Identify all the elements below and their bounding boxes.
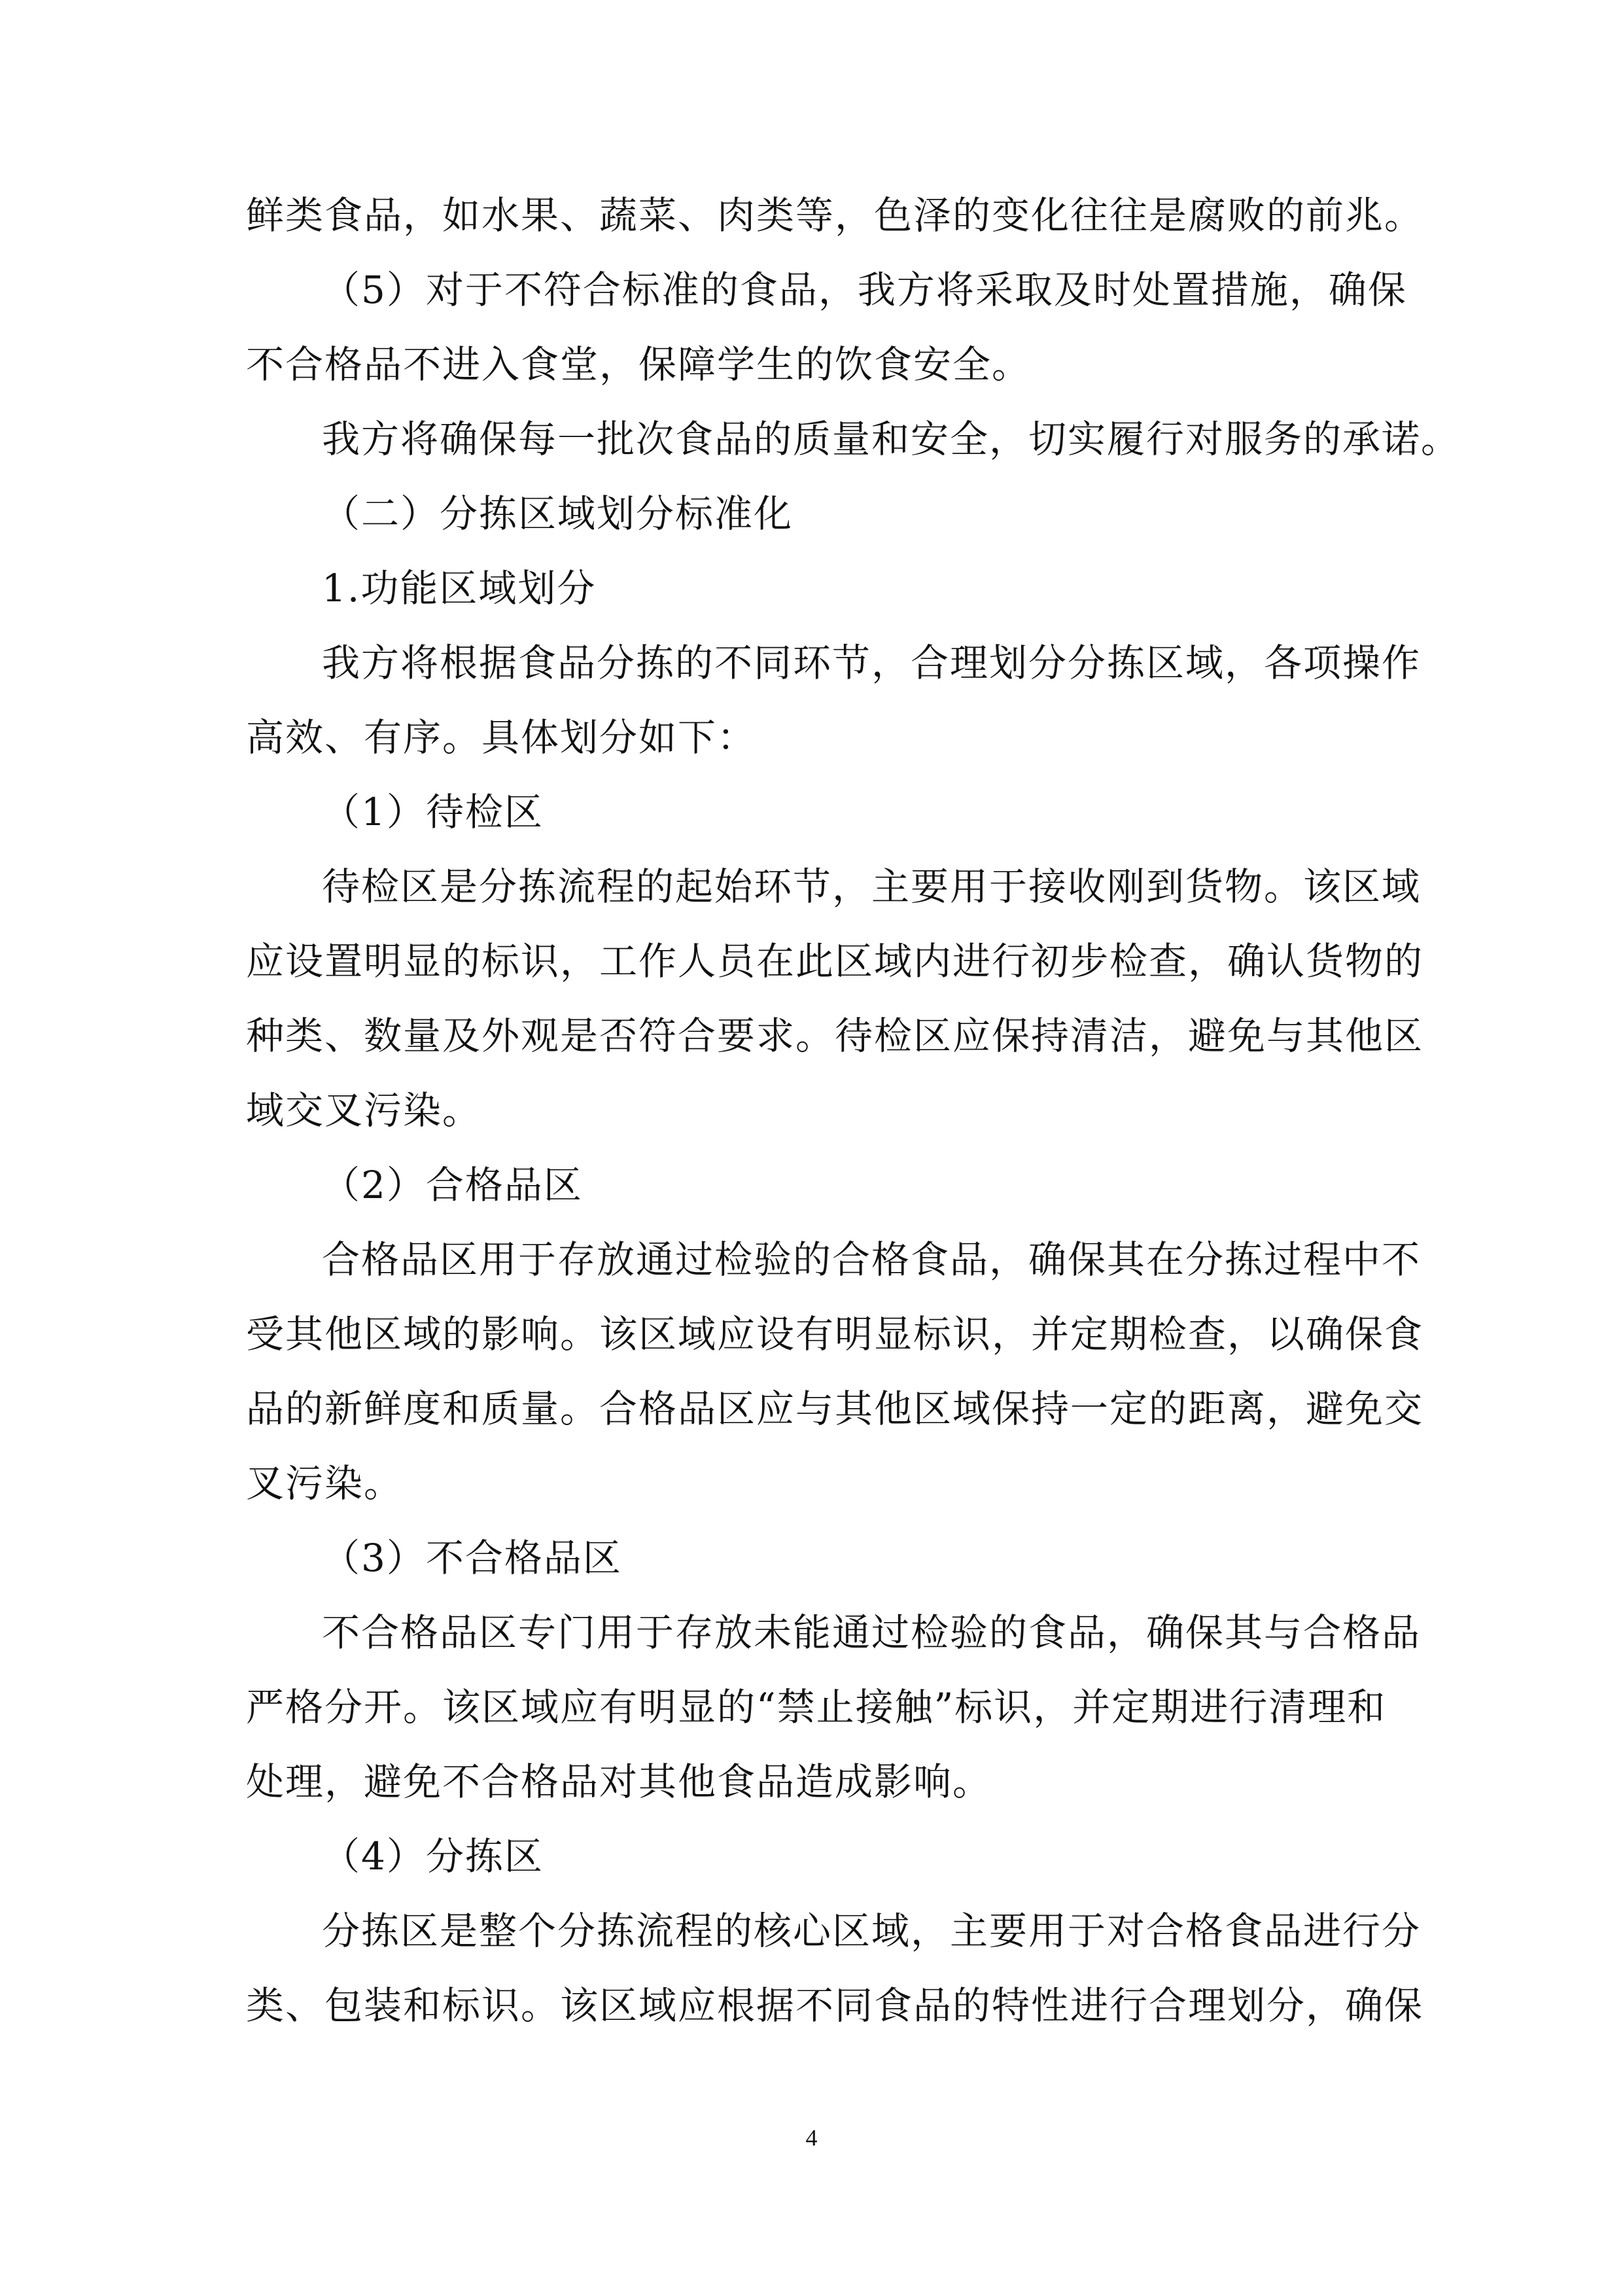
paragraph-line: 待检区是分拣流程的起始环节，主要用于接收刚到货物。该区域: [322, 864, 1422, 909]
text-line: 应设置明显的标识，工作人员在此区域内进行初步检查，确认货物的: [246, 939, 1424, 983]
text-line: 类、包装和标识。该区域应根据不同食品的特性进行合理划分，确保: [246, 1983, 1424, 2028]
text-line: 种类、数量及外观是否符合要求。待检区应保持清洁，避免与其他区: [246, 1014, 1424, 1058]
item-heading: （2）合格品区: [322, 1163, 583, 1207]
list-item-line: （5）对于不符合标准的食品，我方将采取及时处置措施，确保: [322, 268, 1407, 312]
item-heading: （3）不合格品区: [322, 1536, 622, 1580]
item-heading: （1）待检区: [322, 790, 544, 834]
text-line: 处理，避免不合格品对其他食品造成影响。: [246, 1759, 992, 1804]
paragraph-line: 我方将根据食品分拣的不同环节，合理划分分拣区域，各项操作: [322, 641, 1422, 685]
text-line: 叉污染。: [246, 1461, 404, 1506]
body-text: [246, 178, 1461, 2043]
text-line: 鲜类食品，如水果、蔬菜、肉类等，色泽的变化往往是腐败的前兆。: [246, 193, 1424, 238]
subsection-heading: 1.功能区域划分: [322, 566, 597, 610]
text-line: 严格分开。该区域应有明显的“禁止接触”标识，并定期进行清理和: [246, 1685, 1387, 1729]
paragraph-line: 合格品区用于存放通过检验的合格食品，确保其在分拣过程中不: [322, 1237, 1422, 1282]
text-line: 不合格品不进入食堂，保障学生的饮食安全。: [246, 342, 1032, 387]
paragraph-line: 分拣区是整个分拣流程的核心区域，主要用于对合格食品进行分: [322, 1909, 1422, 1953]
section-heading: （二）分拣区域划分标准化: [322, 491, 794, 536]
paragraph-line: 我方将确保每一批次食品的质量和安全，切实履行对服务的承诺。: [322, 417, 1461, 461]
text-line: 高效、有序。具体划分如下：: [246, 715, 757, 760]
text-line: 受其他区域的影响。该区域应设有明显标识，并定期检查，以确保食: [246, 1312, 1424, 1356]
text-line: 品的新鲜度和质量。合格品区应与其他区域保持一定的距离，避免交: [246, 1386, 1424, 1431]
item-heading: （4）分拣区: [322, 1834, 544, 1879]
page-number: 4: [805, 2125, 818, 2151]
text-line: 域交叉污染。: [246, 1088, 482, 1133]
paragraph-line: 不合格品区专门用于存放未能通过检验的食品，确保其与合格品: [322, 1610, 1422, 1655]
